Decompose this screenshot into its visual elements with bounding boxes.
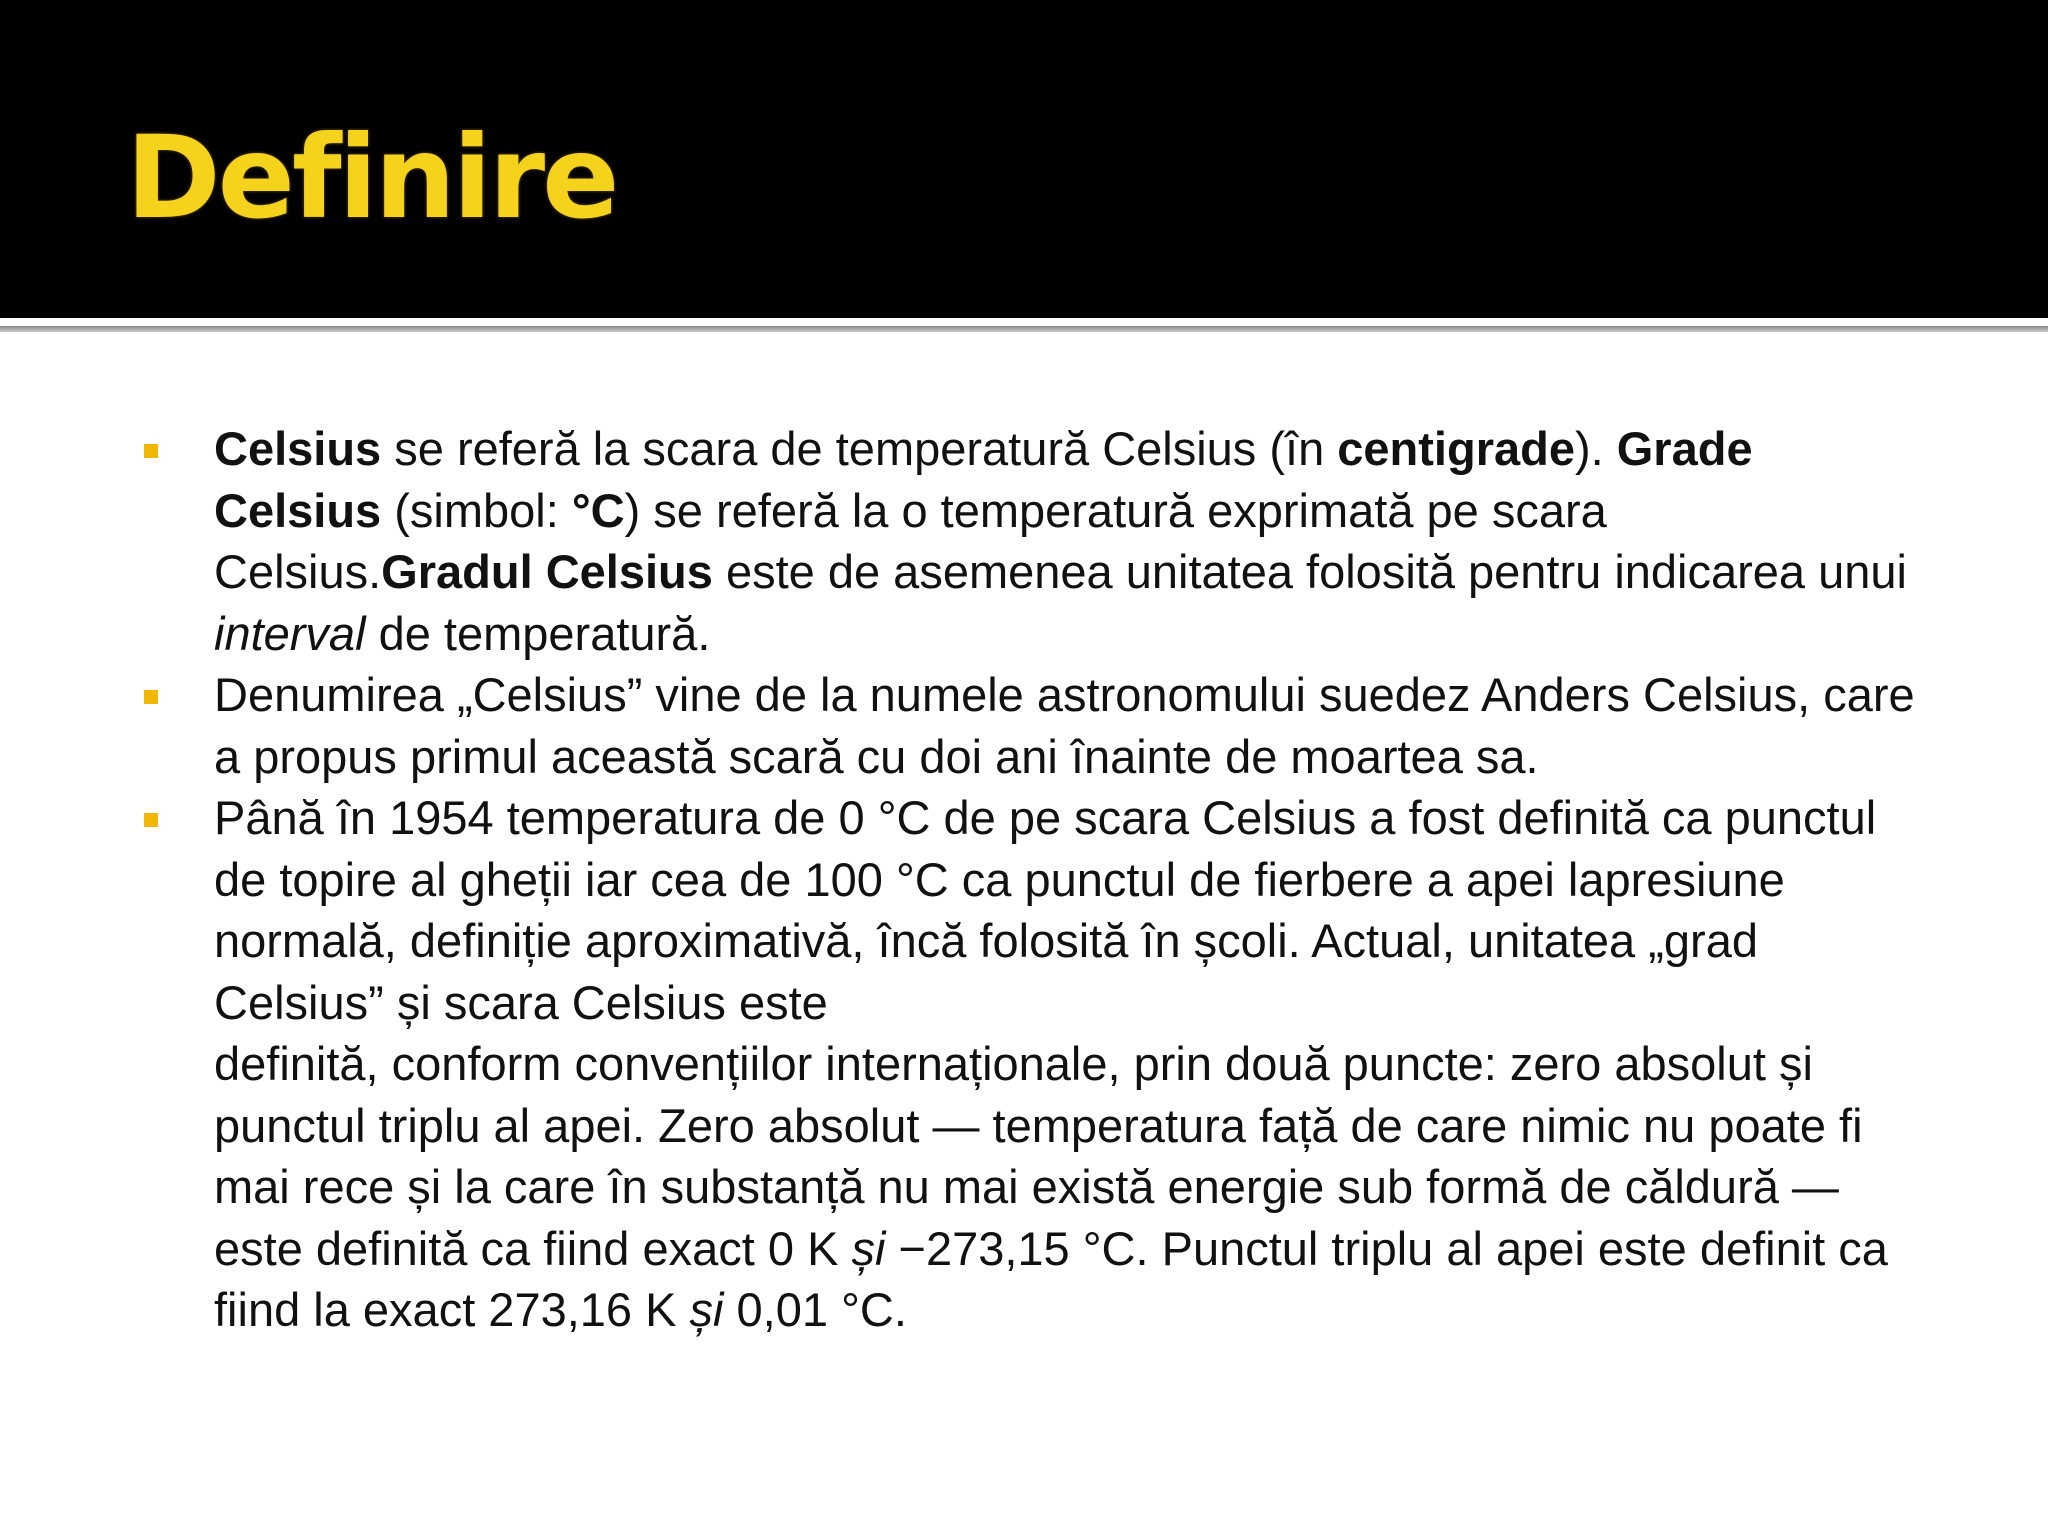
bullet-text-run: ) se referă la o temperatură exprimată pe scara Celsius. — [214, 483, 1607, 598]
bullet-text-run: de temperatură. — [365, 606, 711, 660]
bullet-text-run: și — [689, 1283, 724, 1336]
square-bullet-icon — [144, 690, 158, 704]
bullet-text-run: Celsius — [214, 422, 382, 475]
bullet-text-run: Grade Celsius — [214, 422, 1753, 537]
divider-line — [0, 326, 2048, 332]
bullet-item — [140, 787, 1920, 1341]
bullet-text-run: centigrade — [1337, 422, 1575, 475]
bullet-text-run: °C — [571, 483, 625, 537]
divider-gap — [0, 318, 2048, 326]
slide-title: Definire — [126, 111, 617, 244]
square-bullet-icon — [144, 813, 158, 827]
square-bullet-icon — [144, 444, 158, 458]
bullet-text-run: definită, conform convențiilor internaționale, prin două puncte: zero absolut și punctul triplu al apei. Zero absolut — temperatura față de care nimic nu poate fi mai rece și la care în substanță nu mai există energie sub formă de căldură — este definită ca fiind exact 0 K — [214, 1037, 1863, 1275]
bullet-list — [140, 418, 1920, 1341]
bullet-text-run: este de asemenea unitatea folosită pentru indicarea unui — [712, 545, 1907, 598]
bullet-text-run: și — [851, 1221, 886, 1275]
bullet-text-run: Până în 1954 temperatura de 0 °C de pe scara Celsius a fost definită ca punctul de topire al gheții iar cea de 100 °C ca punctul de fierbere a apei lapresiune normală, definiție aproximativă, încă folosită în școli. Actual, unitatea „grad Celsius” și scara Celsius este — [214, 791, 1877, 1029]
bullet-item — [140, 418, 1920, 664]
bullet-text-run: 0,01 °C. — [723, 1283, 907, 1336]
bullet-text-run: (simbol: — [381, 483, 572, 537]
bullet-text-run: −273,15 °C. Punctul triplu al apei este definit ca fiind la exact 273,16 K — [214, 1221, 1888, 1336]
bullet-text-run: ). — [1574, 422, 1617, 475]
bullet-item — [140, 664, 1920, 787]
bullet-text-run: se referă la scara de temperatură Celsius (în — [381, 422, 1338, 475]
bullet-text-run: Denumirea „Celsius” vine de la numele astronomului suedez Anders Celsius, care a propus primul această scară cu doi ani înainte de moartea sa. — [214, 668, 1915, 783]
bullet-text-run: interval — [214, 606, 366, 660]
bullet-text-run: Gradul Celsius — [381, 545, 713, 598]
